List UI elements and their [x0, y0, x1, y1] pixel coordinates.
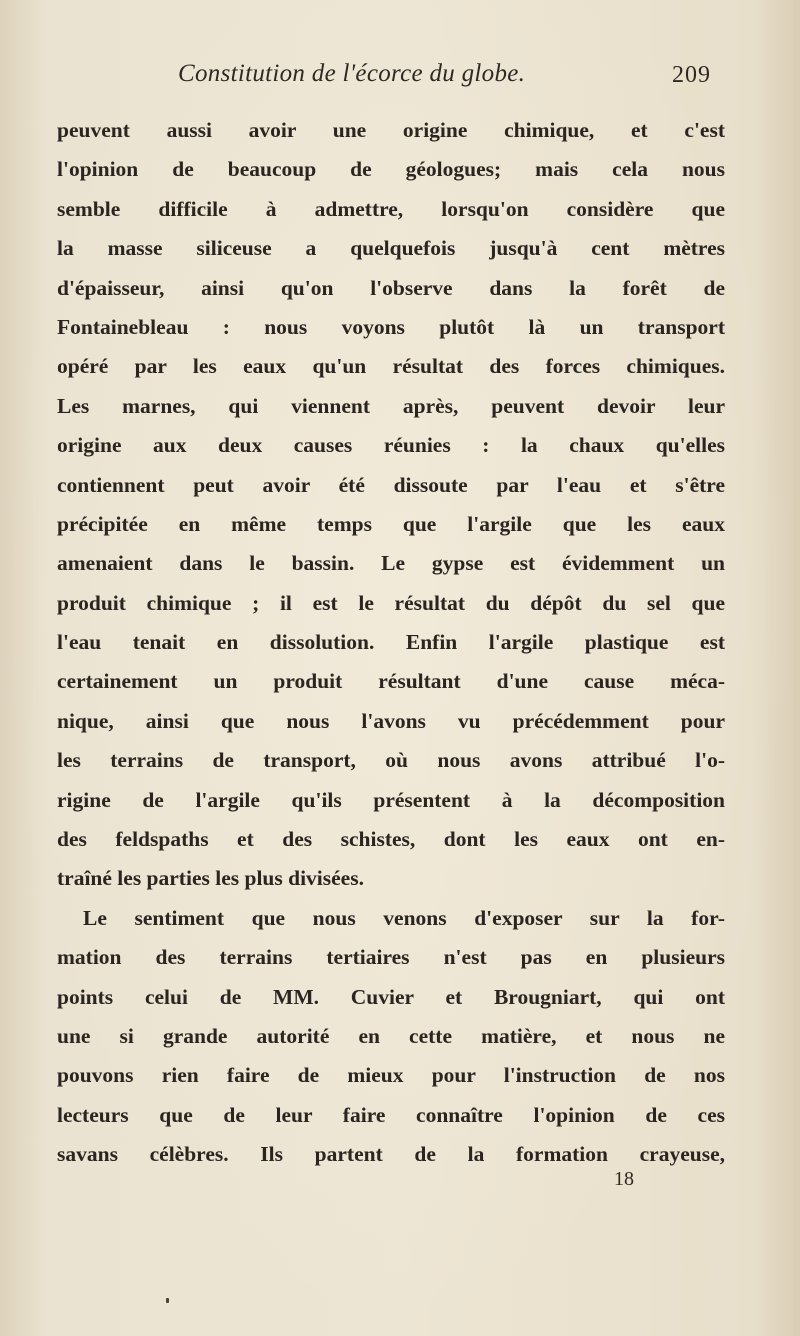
text-line: des feldspaths et des schistes, dont les eaux ont en-: [57, 827, 725, 852]
text-line: l'eau tenait en dissolution. Enfin l'argile plastique est: [57, 630, 725, 655]
text-line: les terrains de transport, où nous avons attribué l'o-: [57, 748, 725, 773]
text-line: Les marnes, qui viennent après, peuvent devoir leur: [57, 393, 725, 418]
text-line: opéré par les eaux qu'un résultat des forces chimiques.: [57, 354, 725, 379]
text-line: la masse siliceuse a quelquefois jusqu'à cent mètres: [57, 236, 725, 261]
page-header: [0, 58, 800, 98]
paper-speck: [166, 1298, 169, 1303]
signature-mark: 18: [614, 1168, 634, 1190]
text-line: semble difficile à admettre, lorsqu'on considère que: [57, 196, 725, 221]
text-line: origine aux deux causes réunies : la chaux qu'elles: [57, 433, 725, 458]
text-line: peuvent aussi avoir une origine chimique, et c'est: [57, 118, 725, 142]
text-line: amenaient dans le bassin. Le gypse est évidemment un: [57, 551, 725, 576]
text-line: Fontainebleau : nous voyons plutôt là un transport: [57, 314, 725, 339]
text-line: produit chimique ; il est le résultat du dépôt du sel que: [57, 590, 725, 615]
text-line: d'épaisseur, ainsi qu'on l'observe dans la forêt de: [57, 275, 725, 300]
text-line: précipitée en même temps que l'argile que les eaux: [57, 511, 725, 536]
text-line: nique, ainsi que nous l'avons vu précédemment pour: [57, 708, 725, 733]
page-number: 209: [672, 62, 711, 88]
text-line: savans célèbres. Ils partent de la formation crayeuse,: [57, 1142, 725, 1167]
text-line: contiennent peut avoir été dissoute par l'eau et s'être: [57, 472, 725, 497]
body-text: [57, 111, 725, 1175]
text-line: l'opinion de beaucoup de géologues; mais cela nous: [57, 157, 725, 182]
text-line: une si grande autorité en cette matière, et nous ne: [57, 1023, 725, 1048]
text-line: certainement un produit résultant d'une cause méca-: [57, 669, 725, 694]
text-line-paragraph-end: traîné les parties les plus divisées.: [57, 866, 364, 891]
text-line: points celui de MM. Cuvier et Brougniart, qui ont: [57, 984, 725, 1009]
text-line: rigine de l'argile qu'ils présentent à la décomposition: [57, 787, 725, 812]
text-line: mation des terrains tertiaires n'est pas en plusieurs: [57, 945, 725, 970]
text-line: pouvons rien faire de mieux pour l'instruction de nos: [57, 1063, 725, 1088]
running-title: Constitution de l'écorce du globe.: [178, 60, 526, 87]
text-line-paragraph-start: Le sentiment que nous venons d'exposer sur la for-: [83, 905, 725, 930]
text-line: lecteurs que de leur faire connaître l'opinion de ces: [57, 1102, 725, 1127]
